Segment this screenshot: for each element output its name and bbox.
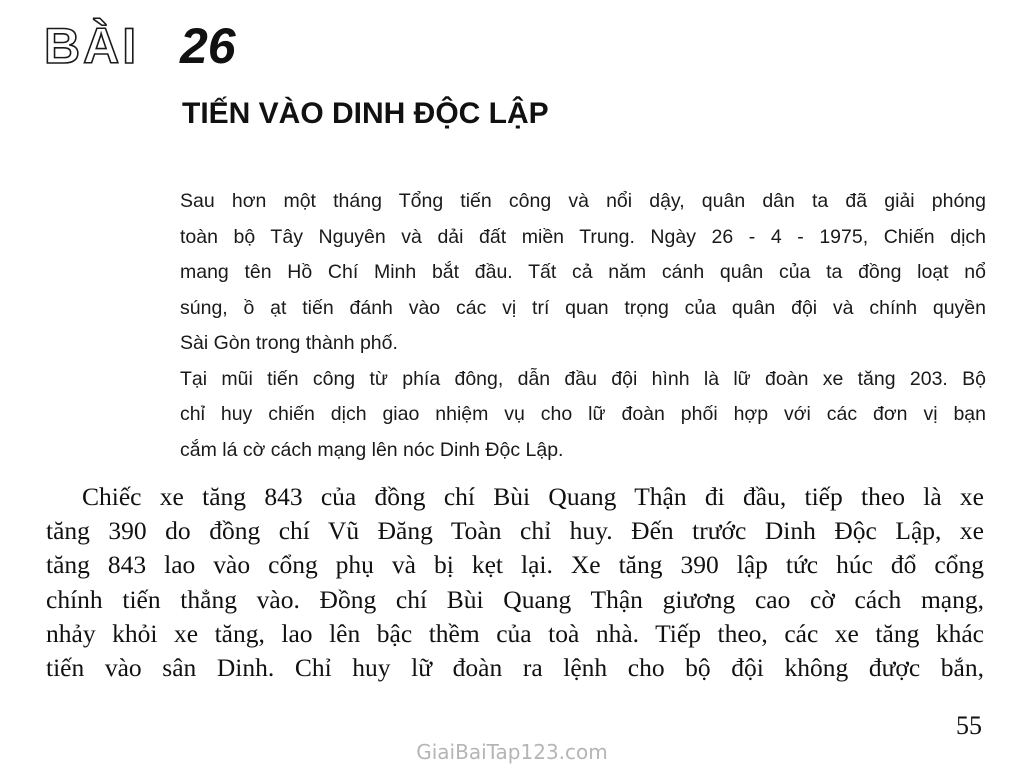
intro-line: mang tên Hồ Chí Minh bắt đầu. Tất cả năm cánh quân của ta đồng loạt nổ (180, 261, 986, 283)
intro-block (180, 184, 986, 468)
intro-paragraph-2 (180, 362, 986, 469)
intro-line: Tại mũi tiến công từ phía đông, dẫn đầu đội hình là lữ đoàn xe tăng 203. Bộ (180, 367, 986, 390)
intro-line: chỉ huy chiến dịch giao nhiệm vụ cho lữ đoàn phối hợp với các đơn vị bạn (180, 403, 986, 425)
lesson-title: TIẾN VÀO DINH ĐỘC LẬP (182, 97, 549, 130)
intro-line: Sau hơn một tháng Tổng tiến công và nổi dậy, quân dân ta đã giải phóng (180, 190, 986, 212)
story-paragraph (46, 480, 984, 685)
story-line: nhảy khỏi xe tăng, lao lên bậc thềm của toà nhà. Tiếp theo, các xe tăng khác (46, 618, 984, 648)
intro-paragraph-1 (180, 184, 986, 362)
story-line: tăng 843 lao vào cổng phụ và bị kẹt lại. Xe tăng 390 lập tức húc đổ cổng (46, 550, 984, 580)
intro-line: Sài Gòn trong thành phố. (180, 332, 398, 354)
story-block (46, 480, 984, 685)
page-number: 55 (956, 711, 982, 740)
story-line: tăng 390 do đồng chí Vũ Đăng Toàn chỉ huy. Đến trước Dinh Độc Lập, xe (46, 516, 984, 546)
story-line: chính tiến thẳng vào. Đồng chí Bùi Quang Thận giương cao cờ cách mạng, (46, 584, 984, 614)
watermark: GiaiBaiTap123.com (416, 740, 608, 764)
story-line: tiến vào sân Dinh. Chỉ huy lữ đoàn ra lệnh cho bộ đội không được bắn, (46, 653, 984, 683)
intro-line: súng, ồ ạt tiến đánh vào các vị trí quan trọng của quân đội và chính quyền (180, 296, 986, 319)
intro-line: toàn bộ Tây Nguyên và dải đất miền Trung. Ngày 26 - 4 - 1975, Chiến dịch (180, 225, 986, 248)
story-line: Chiếc xe tăng 843 của đồng chí Bùi Quang Thận đi đầu, tiếp theo là xe (82, 482, 984, 511)
intro-line: cắm lá cờ cách mạng lên nóc Dinh Độc Lập. (180, 438, 564, 461)
lesson-label: BÀI (44, 18, 140, 74)
lesson-number: 26 (180, 18, 236, 74)
